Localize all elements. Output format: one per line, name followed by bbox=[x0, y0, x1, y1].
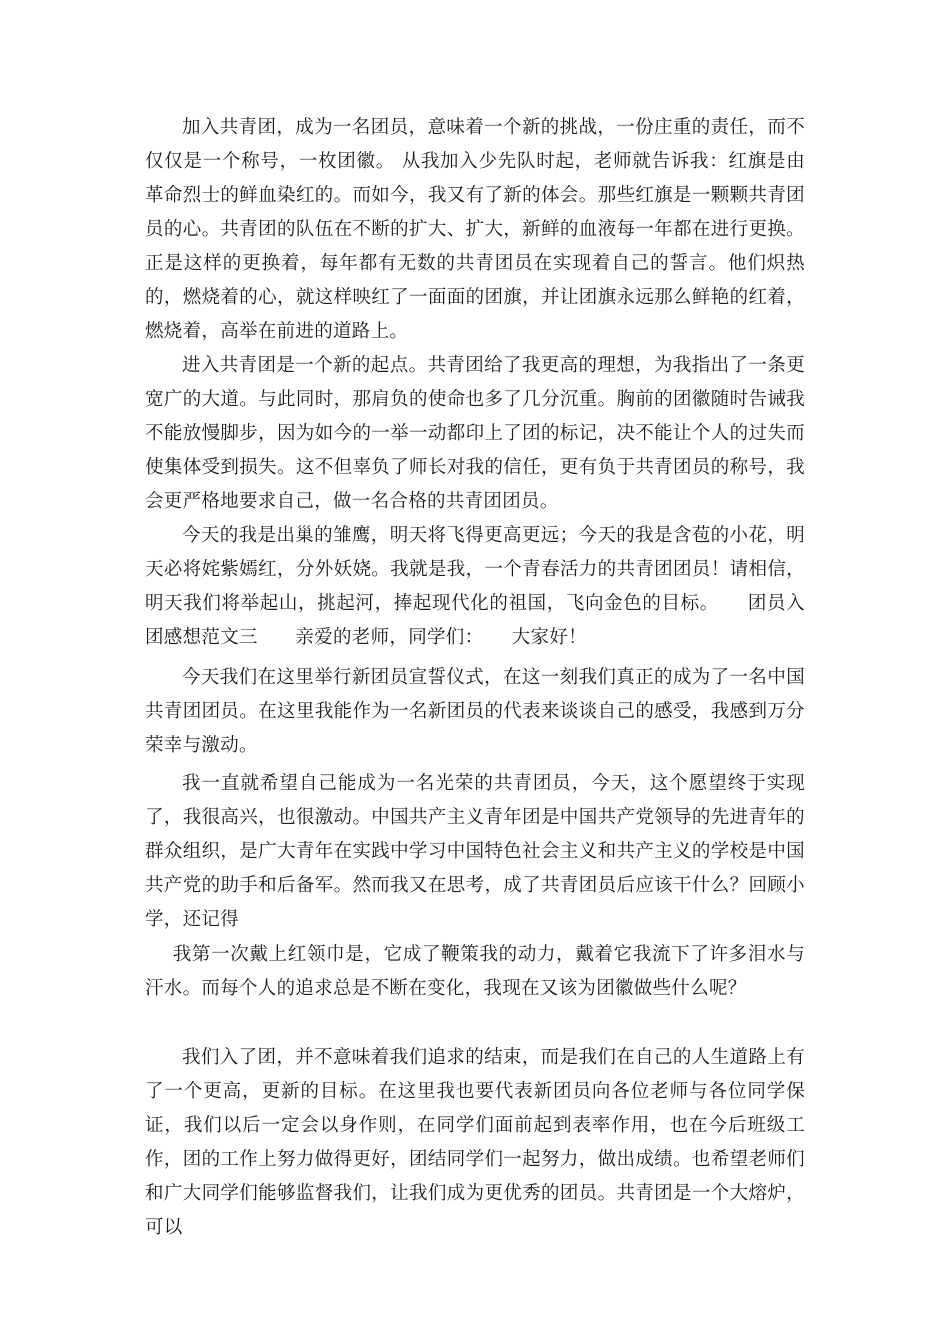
paragraph-6: 我第一次戴上红领巾是，它成了鞭策我的动力，戴着它我流下了许多泪水与汗水。而每个人的追求总是不断在变化，我现在又该为团徽做些什么呢？ bbox=[145, 944, 805, 999]
paragraph-3: 今天的我是出巢的雏鹰，明天将飞得更高更远；今天的我是含苞的小花，明天必将姹紫嫣红，分外妖娆。我就是我，一个青春活力的共青团团员！请相信，明天我们将举起山，挑起河，捧起现代化的祖国，飞向金色的目标。 团员入团感想范文三 亲爱的老师，同学们： 大家好！ bbox=[145, 525, 805, 648]
paragraph-5: 我一直就希望自己能成为一名光荣的共青团员，今天，这个愿望终于实现了，我很高兴，也很激动。中国共产主义青年团是中国共产党领导的先进青年的群众组织，是广大青年在实践中学习中国特色社会主义和共产主义的学校是中国共产党的助手和后备军。然而我又在思考，成了共青团员后应该干什么？回顾小学，还记得 bbox=[145, 773, 805, 930]
paragraph-2: 进入共青团是一个新的起点。共青团给了我更高的理想，为我指出了一条更宽广的大道。与此同时，那肩负的使命也多了几分沉重。胸前的团徽随时告诫我不能放慢脚步，因为如今的一举一动都印上了团的标记，决不能让个人的过失而使集体受到损失。这不但辜负了师长对我的信任，更有负于共青团员的称号，我会更严格地要求自己，做一名合格的共青团团员。 bbox=[145, 355, 805, 512]
paragraph-1: 加入共青团，成为一名团员，意味着一个新的挑战，一份庄重的责任，而不仅仅是一个称号，一枚团徽。 从我加入少先队时起，老师就告诉我：红旗是由革命烈士的鲜血染红的。而如今，我又有了新的体会。那些红旗是一颗颗共青团员的心。共青团的队伍在不断的扩大、扩大，新鲜的血液每一年都在进行更换。正是这样的更换着，每年都有无数的共青团员在实现着自己的誓言。他们炽热的，燃烧着的心，就这样映红了一面面的团旗，并让团旗永远那么鲜艳的红着，燃烧着，高举在前进的道路上。 bbox=[145, 117, 805, 342]
paragraph-7: 我们入了团，并不意味着我们追求的结束，而是我们在自己的人生道路上有了一个更高，更新的目标。在这里我也要代表新团员向各位老师与各位同学保证，我们以后一定会以身作则，在同学们面前起到表率作用，也在今后班级工作，团的工作上努力做得更好，团结同学们一起努力，做出成绩。也希望老师们和广大同学们能够监督我们，让我们成为更优秀的团员。共青团是一个大熔炉，可以 bbox=[145, 1047, 805, 1238]
paragraph-4: 今天我们在这里举行新团员宣誓仪式，在这一刻我们真正的成为了一名中国共青团团员。在这里我能作为一名新团员的代表来谈谈自己的感受，我感到万分荣幸与激动。 bbox=[145, 667, 805, 756]
